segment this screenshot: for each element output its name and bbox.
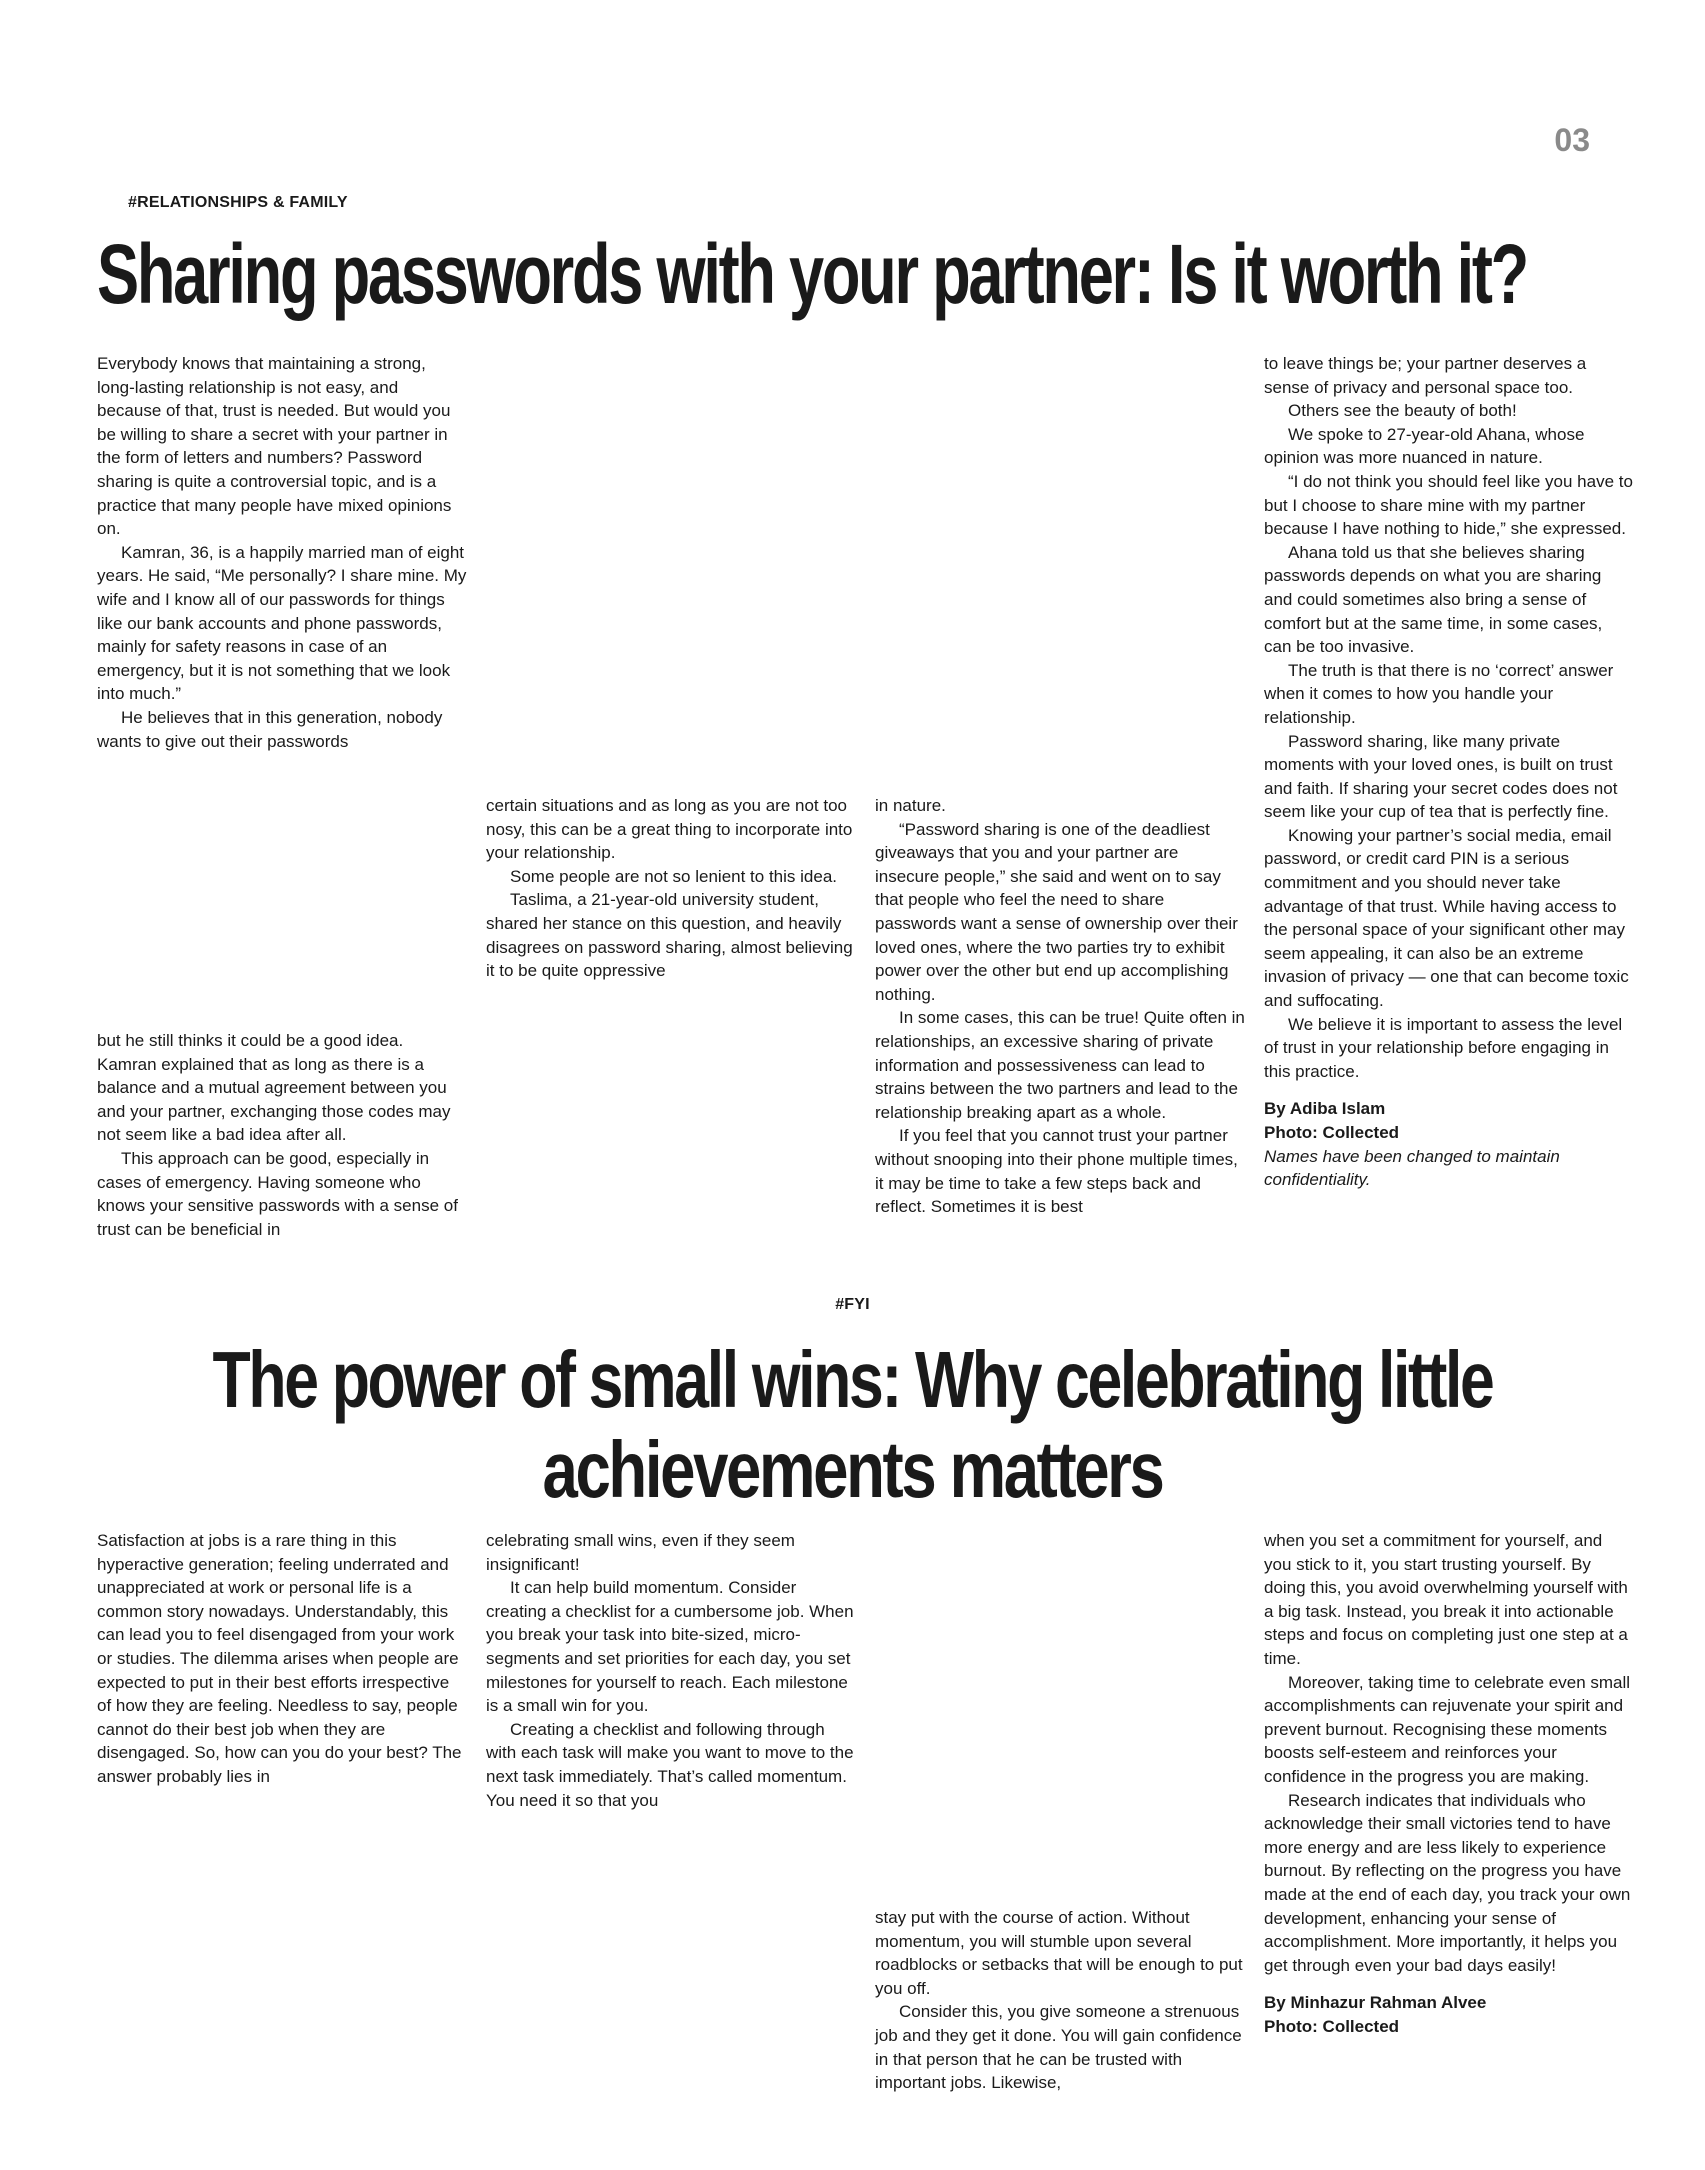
paragraph: Everybody knows that maintaining a strong, long-lasting relationship is not easy, and because of that, trust is needed. But would you be willing to share a secret with your partner in the form of letters and numbers? Password sharing is quite a controversial topic, and is a practice that many people have mixed opinions on. [97, 354, 452, 539]
paragraph: Research indicates that individuals who acknowledge their small victories tend to have more energy and are less likely to experience burnout. By reflecting on the progress you have made at the end of each day, you track your own development, enhancing your sense of accomplishment. More importantly, it helps you get through even your bad days easily! [1264, 1790, 1631, 1975]
paragraph: He believes that in this generation, nobody wants to give out their passwords [97, 707, 443, 751]
article2-column4 [1264, 1529, 1634, 2038]
section-tag-fyi: #FYI [835, 1296, 870, 1313]
paragraph: In some cases, this can be true! Quite often in relationships, an excessive sharing of private information and possessiveness can lead to strains between the two partners and lead to the relationship breaking apart as a whole. [875, 1008, 1245, 1122]
article-headline-line1: The power of small wins: Why celebrating little [212, 1335, 1493, 1424]
photo-credit: Photo: Collected [1264, 1123, 1400, 1142]
paragraph: We spoke to 27-year-old Ahana, whose opinion was more nuanced in nature. [1264, 424, 1585, 468]
paragraph: Creating a checklist and following through with each task will make you want to move to the next task immediately. That’s called momentum. You need it so that you [486, 1719, 854, 1810]
paragraph: It can help build momentum. Consider creating a checklist for a cumbersome job. When you break your task into bite-sized, micro-segments and set priorities for each day, you set milestones for yourself to reach. Each milestone is a small win for you. [486, 1578, 854, 1716]
paragraph: celebrating small wins, even if they seem insignificant! [486, 1531, 795, 1574]
paragraph: The truth is that there is no ‘correct’ answer when it comes to how you handle your relationship. [1264, 660, 1614, 727]
article1-column2 [486, 794, 856, 983]
paragraph: Satisfaction at jobs is a rare thing in this hyperactive generation; feeling underrated and unappreciated at work or personal life is a common story nowadays. Understandably, this can lead you to feel disengaged from your work or studies. The dilemma arises when people are expected to put in their best efforts irrespective of how they are feeling. Needless to say, people cannot do their best job when they are disengaged. So, how can you do your best? The answer probably lies in [97, 1531, 462, 1786]
paragraph: “Password sharing is one of the deadliest giveaways that you and your partner are insecure people,” she said and went on to say that people who feel the need to share passwords want a sense of ownership over their loved ones, where the two parties try to exhibit power over the other but end up accomplishing nothing. [875, 819, 1238, 1004]
article1-column3 [875, 794, 1245, 1219]
paragraph: Password sharing, like many private moments with your loved ones, is built on trust and faith. If sharing your secret codes does not seem like your cup of tea that is perfectly fine. [1264, 731, 1618, 822]
paragraph: certain situations and as long as you are not too nosy, this can be a great thing to incorporate into your relationship. [486, 796, 853, 863]
byline: By Adiba Islam [1264, 1099, 1386, 1119]
section-tag-relationships: #RELATIONSHIPS & FAMILY [128, 194, 348, 211]
paragraph: stay put with the course of action. Without momentum, you will stumble upon several roadblocks or setbacks that will be enough to put you off. [875, 1908, 1243, 1998]
article1-column1-top [97, 352, 467, 753]
article2-column3 [875, 1906, 1245, 2095]
paragraph: We believe it is important to assess the level of trust in your relationship before engaging in this practice. [1264, 1014, 1623, 1081]
paragraph: Moreover, taking time to celebrate even small accomplishments can rejuvenate your spirit and prevent burnout. Recognising these moments boosts self-esteem and reinforces your confidence in the progress you are making. [1264, 1672, 1631, 1786]
editor-note: Names have been changed to maintain confidentiality. [1264, 1146, 1560, 1190]
paragraph: Kamran, 36, is a happily married man of eight years. He said, “Me personally? I share mine. My wife and I know all of our passwords for things like our bank accounts and phone passwords, mainly for safety reasons in case of an emergency, but it is not something that we look into much.” [97, 542, 467, 704]
paragraph: This approach can be good, especially in cases of emergency. Having someone who knows your sensitive passwords with a sense of trust can be beneficial in [97, 1148, 458, 1239]
byline: By Minhazur Rahman Alvee [1264, 1993, 1487, 2013]
paragraph: If you feel that you cannot trust your partner without snooping into their phone multiple times, it may be time to take a few steps back and reflect. Sometimes it is best [875, 1126, 1238, 1217]
article1-column4 [1264, 352, 1634, 1192]
paragraph: when you set a commitment for yourself, and you stick to it, you start trusting yourself. By doing this, you avoid overwhelming yourself with a big task. Instead, you break it into actionable steps and focus on completing just one step at a time. [1264, 1531, 1628, 1668]
paragraph: Some people are not so lenient to this idea. [510, 866, 837, 886]
paragraph: Ahana told us that she believes sharing passwords depends on what you are sharing and could sometimes also bring a sense of comfort but at the same time, in some cases, can be too invasive. [1264, 542, 1603, 657]
page-number: 03 [1554, 122, 1590, 158]
paragraph: Taslima, a 21-year-old university student, shared her stance on this question, and heavily disagrees on password sharing, almost believing it to be quite oppressive [486, 890, 853, 981]
article-headline-line2: achievements matters [542, 1425, 1163, 1514]
paragraph: Knowing your partner’s social media, email password, or credit card PIN is a serious commitment and you should never take advantage of that trust. While having access to the personal space of your significant other may seem appealing, it can also be an extreme invasion of privacy — one that can become toxic and suffocating. [1264, 825, 1629, 1011]
paragraph: Consider this, you give someone a strenuous job and they get it done. You will gain confidence in that person that he can be trusted with important jobs. Likewise, [875, 2002, 1242, 2093]
paragraph: Others see the beauty of both! [1288, 401, 1517, 421]
paragraph: “I do not think you should feel like you have to but I choose to share mine with my partner because I have nothing to hide,” she expressed. [1264, 471, 1633, 539]
article2-column1 [97, 1529, 467, 1789]
photo-credit: Photo: Collected [1264, 2016, 1400, 2036]
article2-column2 [486, 1529, 856, 1812]
paragraph: to leave things be; your partner deserves a sense of privacy and personal space too. [1264, 354, 1587, 397]
article-headline: Sharing passwords with your partner: Is it worth it? [97, 227, 1527, 321]
article1-column1-bottom [97, 1029, 467, 1241]
paragraph: in nature. [875, 796, 946, 815]
paragraph: but he still thinks it could be a good idea. Kamran explained that as long as there is a balance and a mutual agreement between you and your partner, exchanging those codes may not seem like a bad idea after all. [97, 1031, 451, 1145]
